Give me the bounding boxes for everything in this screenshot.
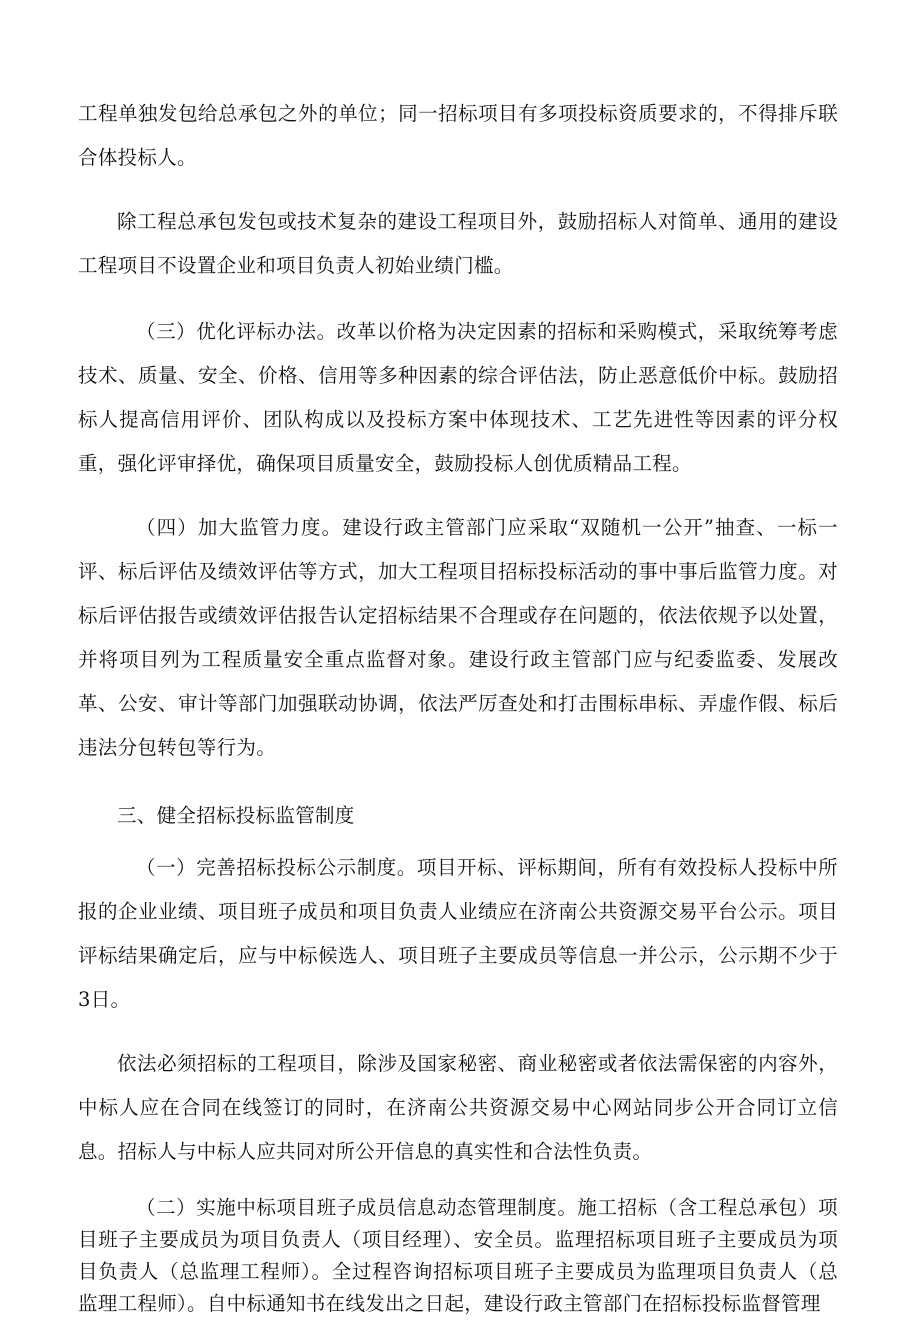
section-heading: 三、健全招标投标监管制度 [117,804,355,827]
paragraph-continuation: 工程单独发包给总承包之外的单位；同一招标项目有多项投标资质要求的，不得排斥联合体投标人。 [78,102,838,169]
paragraph-publicity-system: （一）完善招标投标公示制度。项目开标、评标期间，所有有效投标人投标中所报的企业业绩、项目班子成员和项目负责人业绩应在济南公共资源交易平台公示。项目评标结果确定后，应与中标候选人、项目班子主要成员等信息一并公示，公示期不少于3日。 [78,856,838,1011]
paragraph-performance-threshold: 除工程总承包发包或技术复杂的建设工程项目外，鼓励招标人对简单、通用的建设工程项目不设置企业和项目负责人初始业绩门槛。 [78,210,838,277]
paragraph-supervision: （四）加大监管力度。建设行政主管部门应采取“双随机一公开”抽查、一标一评、标后评估及绩效评估等方式，加大工程项目招标投标活动的事中事后监管力度。对标后评估报告或绩效评估报告认定招标结果不合理或存在问题的，依法依规予以处置，并将项目列为工程质量安全重点监督对象。建设行政主管部门应与纪委监委、发展改革、公安、审计等部门加强联动协调，依法严厉查处和打击围标串标、弄虚作假、标后违法分包转包等行为。 [78,516,838,759]
paragraph-optimize-evaluation: （三）优化评标办法。改革以价格为决定因素的招标和采购模式，采取统筹考虑技术、质量、安全、价格、信用等多种因素的综合评估法，防止恶意低价中标。鼓励招标人提高信用评价、团队构成以及投标方案中体现技术、工艺先进性等因素的评分权重，强化评审择优，确保项目质量安全，鼓励投标人创优质精品工程。 [78,320,838,475]
paragraph-team-management: （二）实施中标项目班子成员信息动态管理制度。施工招标（含工程总承包）项目班子主要成员为项目负责人（项目经理）、安全员。监理招标项目班子主要成员为项目负责人（总监理工程师）。全过程咨询招标项目班子主要成员为监理项目负责人（总监理工程师）。自中标通知书在线发出之日起，建设行政主管部门在招标投标监督管理 [78,1196,838,1315]
paragraph-contract-disclosure: 依法必须招标的工程项目，除涉及国家秘密、商业秘密或者依法需保密的内容外，中标人应在合同在线签订的同时，在济南公共资源交易中心网站同步公开合同订立信息。招标人与中标人应共同对所公开信息的真实性和合法性负责。 [78,1052,838,1163]
document-page [78,92,838,1320]
